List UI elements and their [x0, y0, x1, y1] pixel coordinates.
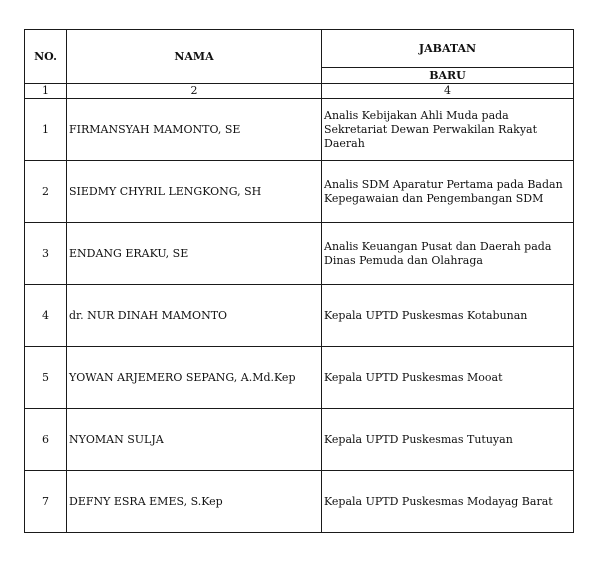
row-number: 6 — [25, 409, 67, 471]
row-jabatan: Kepala UPTD Puskesmas Kotabunan — [322, 285, 574, 347]
row-nama: FIRMANSYAH MAMONTO, SE — [67, 99, 322, 161]
row-number: 4 — [25, 285, 67, 347]
column-index-no: 1 — [25, 84, 67, 99]
row-number: 3 — [25, 223, 67, 285]
table-row — [25, 347, 574, 409]
table-row — [25, 99, 574, 161]
column-index-nama: 2 — [67, 84, 322, 99]
row-nama: SIEDMY CHYRIL LENGKONG, SH — [67, 161, 322, 223]
table-row — [25, 409, 574, 471]
row-jabatan: Kepala UPTD Puskesmas Mooat — [322, 347, 574, 409]
table-row — [25, 471, 574, 533]
row-nama: ENDANG ERAKU, SE — [67, 223, 322, 285]
row-jabatan: Analis Keuangan Pusat dan Daerah pada Dinas Pemuda dan Olahraga — [322, 223, 574, 285]
row-number: 1 — [25, 99, 67, 161]
row-jabatan: Kepala UPTD Puskesmas Modayag Barat — [322, 471, 574, 533]
row-number: 5 — [25, 347, 67, 409]
table-row — [25, 161, 574, 223]
row-nama: YOWAN ARJEMERO SEPANG, A.Md.Kep — [67, 347, 322, 409]
row-nama: dr. NUR DINAH MAMONTO — [67, 285, 322, 347]
row-jabatan: Analis SDM Aparatur Pertama pada Badan Kepegawaian dan Pengembangan SDM — [322, 161, 574, 223]
row-nama: NYOMAN SULJA — [67, 409, 322, 471]
header-jabatan: JABATAN — [322, 30, 574, 68]
column-index-jabatan: 4 — [322, 84, 574, 99]
row-number: 7 — [25, 471, 67, 533]
header-no: NO. — [25, 30, 67, 84]
row-number: 2 — [25, 161, 67, 223]
row-jabatan: Kepala UPTD Puskesmas Tutuyan — [322, 409, 574, 471]
table-row — [25, 285, 574, 347]
column-index-row — [25, 84, 574, 99]
table-row — [25, 223, 574, 285]
row-nama: DEFNY ESRA EMES, S.Kep — [67, 471, 322, 533]
jabatan-table — [24, 29, 574, 533]
header-baru: BARU — [322, 68, 574, 84]
row-jabatan: Analis Kebijakan Ahli Muda pada Sekretariat Dewan Perwakilan Rakyat Daerah — [322, 99, 574, 161]
header-nama: NAMA — [67, 30, 322, 84]
header-row — [25, 30, 574, 68]
